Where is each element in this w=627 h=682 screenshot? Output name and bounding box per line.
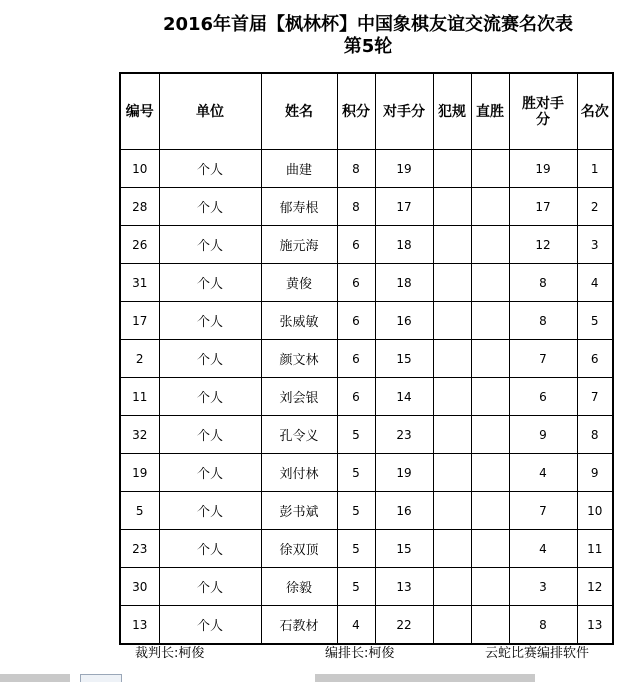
cell-direct-wins	[471, 530, 509, 568]
cell-beaten-opp-score: 6	[509, 378, 577, 416]
cell-fouls	[433, 606, 471, 645]
table-row	[120, 416, 613, 454]
cell-opponent-score: 16	[375, 302, 433, 340]
cell-id: 13	[120, 606, 159, 645]
cell-rank: 8	[577, 416, 613, 454]
cell-rank: 4	[577, 264, 613, 302]
status-box	[80, 674, 122, 682]
cell-unit: 个人	[159, 416, 261, 454]
cell-fouls	[433, 416, 471, 454]
scheduler-label: 编排长:柯俊	[325, 646, 395, 661]
cell-opponent-score: 19	[375, 454, 433, 492]
table-row	[120, 568, 613, 606]
cell-points: 5	[337, 568, 375, 606]
cell-rank: 11	[577, 530, 613, 568]
cell-name: 徐毅	[261, 568, 337, 606]
window-bottom-strip	[0, 674, 627, 682]
cell-id: 5	[120, 492, 159, 530]
cell-beaten-opp-score: 4	[509, 454, 577, 492]
cell-id: 11	[120, 378, 159, 416]
cell-id: 30	[120, 568, 159, 606]
cell-points: 6	[337, 302, 375, 340]
cell-opponent-score: 19	[375, 150, 433, 188]
cell-direct-wins	[471, 340, 509, 378]
cell-opponent-score: 18	[375, 264, 433, 302]
header-name: 姓名	[261, 73, 337, 150]
chief-referee-label: 裁判长:柯俊	[135, 646, 205, 661]
cell-name: 黄俊	[261, 264, 337, 302]
cell-direct-wins	[471, 150, 509, 188]
table-row	[120, 188, 613, 226]
cell-name: 孔令义	[261, 416, 337, 454]
cell-unit: 个人	[159, 302, 261, 340]
cell-rank: 13	[577, 606, 613, 645]
cell-id: 31	[120, 264, 159, 302]
cell-unit: 个人	[159, 188, 261, 226]
cell-opponent-score: 13	[375, 568, 433, 606]
cell-unit: 个人	[159, 454, 261, 492]
header-beaten-opp-score: 胜对手分	[509, 73, 577, 150]
cell-beaten-opp-score: 19	[509, 150, 577, 188]
table-row	[120, 454, 613, 492]
cell-opponent-score: 18	[375, 226, 433, 264]
cell-id: 28	[120, 188, 159, 226]
cell-points: 5	[337, 492, 375, 530]
cell-direct-wins	[471, 264, 509, 302]
header-direct-wins: 直胜	[471, 73, 509, 150]
cell-id: 23	[120, 530, 159, 568]
cell-fouls	[433, 492, 471, 530]
cell-fouls	[433, 150, 471, 188]
cell-fouls	[433, 302, 471, 340]
cell-points: 6	[337, 340, 375, 378]
cell-points: 6	[337, 226, 375, 264]
standings-table	[119, 72, 614, 645]
cell-unit: 个人	[159, 378, 261, 416]
cell-fouls	[433, 530, 471, 568]
table-row	[120, 150, 613, 188]
table-body	[120, 150, 613, 645]
cell-name: 刘会银	[261, 378, 337, 416]
title-line-1: 2016年首届【枫林杯】中国象棋友谊交流赛名次表	[162, 14, 574, 35]
header-fouls: 犯规	[433, 73, 471, 150]
cell-beaten-opp-score: 3	[509, 568, 577, 606]
cell-rank: 9	[577, 454, 613, 492]
cell-beaten-opp-score: 7	[509, 492, 577, 530]
cell-beaten-opp-score: 8	[509, 264, 577, 302]
cell-id: 26	[120, 226, 159, 264]
cell-beaten-opp-score: 17	[509, 188, 577, 226]
cell-name: 徐双顶	[261, 530, 337, 568]
cell-beaten-opp-score: 9	[509, 416, 577, 454]
cell-name: 曲建	[261, 150, 337, 188]
cell-unit: 个人	[159, 226, 261, 264]
cell-id: 17	[120, 302, 159, 340]
cell-opponent-score: 14	[375, 378, 433, 416]
cell-opponent-score: 16	[375, 492, 433, 530]
cell-points: 4	[337, 606, 375, 645]
cell-unit: 个人	[159, 150, 261, 188]
cell-name: 刘付林	[261, 454, 337, 492]
cell-name: 彭书斌	[261, 492, 337, 530]
cell-points: 5	[337, 530, 375, 568]
cell-points: 8	[337, 150, 375, 188]
cell-fouls	[433, 264, 471, 302]
cell-name: 颜文林	[261, 340, 337, 378]
cell-rank: 3	[577, 226, 613, 264]
cell-direct-wins	[471, 302, 509, 340]
header-opponent-score: 对手分	[375, 73, 433, 150]
cell-fouls	[433, 188, 471, 226]
table-row	[120, 378, 613, 416]
cell-points: 5	[337, 416, 375, 454]
cell-name: 张威敏	[261, 302, 337, 340]
cell-direct-wins	[471, 416, 509, 454]
header-points: 积分	[337, 73, 375, 150]
table-row	[120, 264, 613, 302]
table-header-row	[120, 73, 613, 150]
cell-direct-wins	[471, 454, 509, 492]
cell-rank: 12	[577, 568, 613, 606]
cell-rank: 5	[577, 302, 613, 340]
cell-rank: 2	[577, 188, 613, 226]
table-row	[120, 226, 613, 264]
cell-unit: 个人	[159, 264, 261, 302]
cell-opponent-score: 15	[375, 340, 433, 378]
cell-id: 19	[120, 454, 159, 492]
cell-rank: 7	[577, 378, 613, 416]
cell-beaten-opp-score: 4	[509, 530, 577, 568]
table-row	[120, 302, 613, 340]
title-line-2: 第5轮	[343, 36, 393, 57]
cell-beaten-opp-score: 7	[509, 340, 577, 378]
table-row	[120, 606, 613, 645]
cell-fouls	[433, 454, 471, 492]
table-row	[120, 530, 613, 568]
cell-points: 5	[337, 454, 375, 492]
cell-points: 6	[337, 378, 375, 416]
software-label: 云蛇比赛编排软件	[485, 646, 590, 661]
cell-unit: 个人	[159, 340, 261, 378]
status-fragment	[0, 674, 70, 682]
cell-unit: 个人	[159, 606, 261, 645]
cell-name: 施元海	[261, 226, 337, 264]
cell-opponent-score: 15	[375, 530, 433, 568]
cell-direct-wins	[471, 188, 509, 226]
cell-direct-wins	[471, 568, 509, 606]
cell-fouls	[433, 340, 471, 378]
cell-beaten-opp-score: 12	[509, 226, 577, 264]
cell-unit: 个人	[159, 530, 261, 568]
cell-rank: 1	[577, 150, 613, 188]
page-title	[118, 14, 618, 58]
table-row	[120, 340, 613, 378]
cell-direct-wins	[471, 606, 509, 645]
cell-unit: 个人	[159, 492, 261, 530]
cell-direct-wins	[471, 492, 509, 530]
cell-id: 32	[120, 416, 159, 454]
cell-direct-wins	[471, 226, 509, 264]
cell-beaten-opp-score: 8	[509, 606, 577, 645]
header-rank: 名次	[577, 73, 613, 150]
cell-fouls	[433, 378, 471, 416]
cell-opponent-score: 22	[375, 606, 433, 645]
cell-id: 2	[120, 340, 159, 378]
cell-rank: 6	[577, 340, 613, 378]
status-fragment	[315, 674, 535, 682]
cell-unit: 个人	[159, 568, 261, 606]
cell-opponent-score: 17	[375, 188, 433, 226]
header-id: 编号	[120, 73, 159, 150]
cell-points: 8	[337, 188, 375, 226]
cell-fouls	[433, 568, 471, 606]
header-unit: 单位	[159, 73, 261, 150]
cell-name: 郁寿根	[261, 188, 337, 226]
cell-rank: 10	[577, 492, 613, 530]
cell-direct-wins	[471, 378, 509, 416]
cell-beaten-opp-score: 8	[509, 302, 577, 340]
cell-opponent-score: 23	[375, 416, 433, 454]
cell-id: 10	[120, 150, 159, 188]
table-row	[120, 492, 613, 530]
cell-name: 石教材	[261, 606, 337, 645]
cell-fouls	[433, 226, 471, 264]
cell-points: 6	[337, 264, 375, 302]
